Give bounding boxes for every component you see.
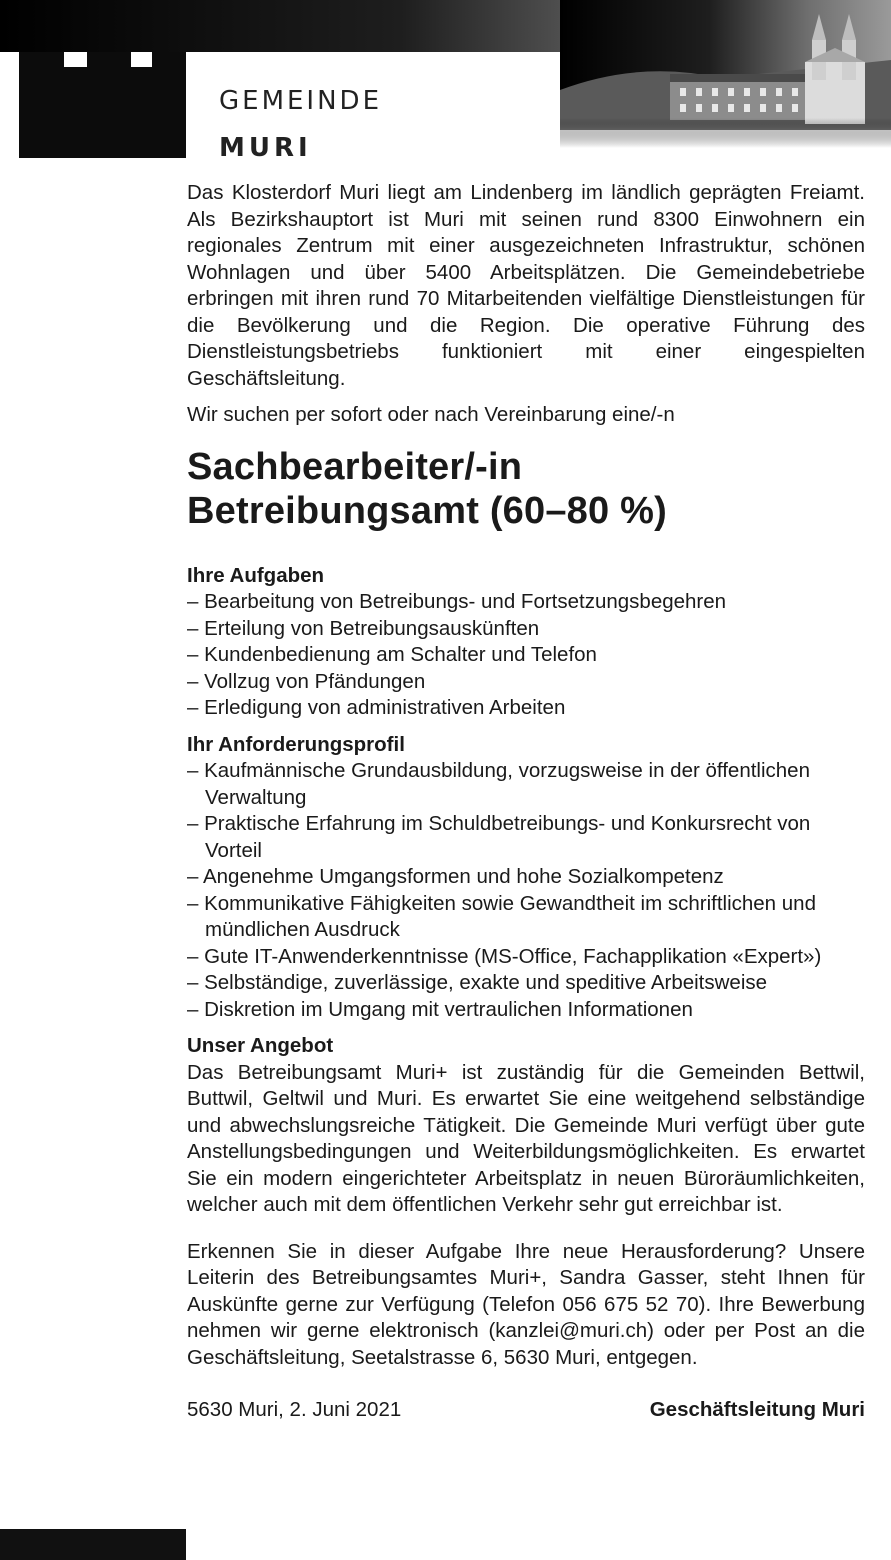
brand-gemeinde: GEMEINDE	[219, 86, 383, 116]
header-graphic	[0, 0, 891, 175]
job-title-line2: Betreibungsamt (60–80 %)	[187, 489, 667, 532]
tasks-list	[187, 589, 865, 722]
footer-bar	[0, 1529, 186, 1560]
header	[0, 0, 891, 175]
list-item: – Gute IT-Anwenderkenntnisse (MS-Office, Fachapplikation «Expert»)	[187, 944, 822, 968]
list-item: – Bearbeitung von Betreibungs- und Fortsetzungsbegehren	[187, 590, 727, 613]
list-item: – Vollzug von Pfändungen	[187, 669, 426, 693]
profile-list	[187, 758, 865, 1023]
place-date: 5630 Muri, 2. Juni 2021	[187, 1398, 402, 1421]
offer-paragraph: Das Betreibungsamt Muri+ ist zuständig für die Gemeinden Bettwil, Buttwil, Geltwil und Muri. Es erwartet Sie eine weitgehend selbständige und abwechslungsreiche Tätigkeit. Die Gemeinde Muri verfügt über gute Anstellungsbedingungen und Weiterbildungsmöglichkeiten. Es erwartet Sie ein modern eingerichteter Arbeitsplatz in neuen Büroräumlichkeiten, welcher auch mit dem öffentlichen Verkehr sehr gut erreichbar ist.	[187, 1060, 865, 1216]
closing-paragraph: Erkennen Sie in dieser Aufgabe Ihre neue Herausforderung? Unsere Leiterin des Betreibungsamtes Muri+, Sandra Gasser, steht Ihnen für Auskünfte gerne zur Verfügung (Telefon 056 675 52 70). Ihre Bewerbung nehmen wir gerne elektronisch (kanzlei@muri.ch) oder per Post an die Geschäftsleitung, Seetalstrasse 6, 5630 Muri, entgegen.	[187, 1239, 865, 1369]
profile-heading: Ihr Anforderungsprofil	[187, 732, 405, 756]
tasks-heading: Ihre Aufgaben	[187, 563, 325, 587]
list-item: – Angenehme Umgangsformen und hohe Sozialkompetenz	[187, 865, 724, 888]
list-item: – Kundenbedienung am Schalter und Telefon	[187, 643, 597, 666]
list-item: – Erteilung von Betreibungsauskünften	[187, 616, 540, 640]
brand-muri: MURI	[219, 133, 312, 163]
list-item: – Selbständige, zuverlässige, exakte und speditive Arbeitsweise	[187, 971, 768, 994]
list-item: – Kommunikative Fähigkeiten sowie Gewandtheit im schriftlichen und mündlichen Ausdruck	[187, 891, 816, 941]
footer-line	[187, 1397, 865, 1424]
list-item: – Kaufmännische Grundausbildung, vorzugsweise in der öffentlichen Verwaltung	[187, 759, 810, 809]
search-line: Wir suchen per sofort oder nach Vereinbarung eine/-n	[187, 403, 675, 426]
list-item: – Diskretion im Umgang mit vertraulichen Informationen	[187, 997, 693, 1021]
monastery-church-photo	[560, 0, 891, 148]
intro-paragraph: Das Klosterdorf Muri liegt am Lindenberg im ländlich geprägten Freiamt. Als Bezirkshauptort ist Muri mit seinen rund 8300 Einwohnern ein regionales Zentrum mit einer ausgezeichneten Infrastruktur, schönen Wohnlagen und über 5400 Arbeitsplätzen. Die Gemeindebetriebe erbringen mit ihren rund 70 Mitarbeitenden vielfältige Dienstleistungen für die Bevölkerung und die Region. Die operative Führung des Dienstleistungsbetriebs funktioniert mit einer eingespielten Geschäftsleitung.	[187, 181, 865, 390]
job-title	[187, 445, 865, 533]
signature: Geschäftsleitung Muri	[649, 1398, 865, 1421]
job-ad-content	[187, 180, 865, 1424]
list-item: – Praktische Erfahrung im Schuldbetreibungs- und Konkursrecht von Vorteil	[187, 812, 811, 862]
list-item: – Erledigung von administrativen Arbeiten	[187, 696, 566, 719]
job-title-line1: Sachbearbeiter/-in	[187, 445, 523, 488]
offer-heading: Unser Angebot	[187, 1034, 334, 1057]
